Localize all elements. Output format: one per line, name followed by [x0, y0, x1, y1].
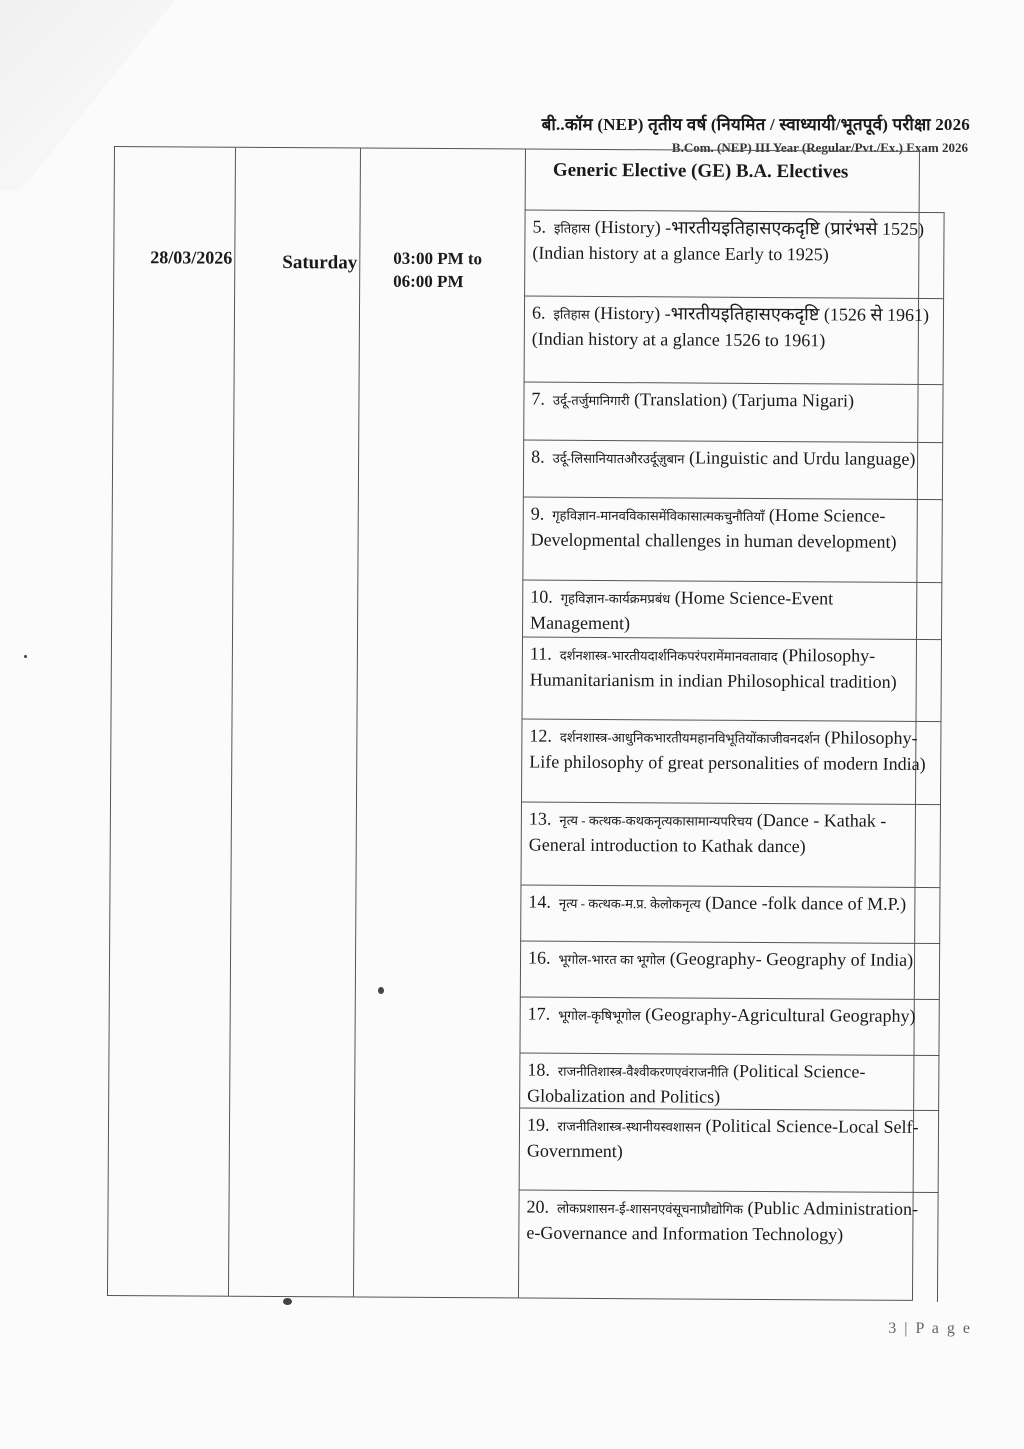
subject-number: 19.: [526, 1114, 550, 1135]
subject-row: [524, 210, 945, 299]
subject-number: 9.: [530, 503, 545, 524]
subject-hindi: भूगोल-कृषिभूगोल: [558, 1007, 641, 1024]
subject-hindi: दर्शनशास्त्र-भारतीयदार्शनिकपरंपरामेंमानवतावाद: [559, 647, 778, 665]
section-title: Generic Elective (GE) B.A. Electives: [552, 159, 849, 183]
subject-number: 13.: [528, 808, 552, 829]
subject-text: (Public Administration-e-Governance and Information Technology): [526, 1197, 919, 1245]
subject-row: [524, 296, 945, 385]
subject-row: [522, 497, 942, 583]
subject-hindi: इतिहास: [553, 220, 591, 236]
subject-number: 16.: [527, 947, 551, 968]
subject-text: (Home Science-Developmental challenges in human development): [530, 505, 897, 552]
column-divider: [228, 148, 236, 1296]
subject-hindi: उर्दू-लिसानियातऔरउर्दूज़ुबान: [552, 450, 685, 467]
subject-row: [523, 382, 943, 443]
subject-row: [519, 1052, 939, 1110]
subject-text: (History) -भारतीयइतिहासएकदृष्टि (1526 से 1961) (Indian history at a glance 1526 to 1961): [531, 302, 930, 351]
subject-row: [520, 884, 940, 943]
subject-row: [520, 801, 940, 887]
subject-hindi: उर्दू-तर्जुमानिगारी: [552, 392, 630, 409]
column-divider: [353, 149, 361, 1297]
subject-number: 20.: [526, 1196, 550, 1217]
subject-hindi: नृत्य - कत्थक-कथकनृत्यकासामान्यपरिचय: [559, 812, 753, 829]
subject-text: (Political Science-Local Self-Government): [526, 1115, 919, 1162]
subject-text: (Philosophy- Humanitarianism in indian Philosophical tradition): [529, 645, 897, 692]
subject-column: [518, 150, 945, 1301]
header-english: B.Com. (NEP) III Year (Regular/Pvt./Ex.) Exam 2026: [671, 140, 968, 155]
subject-number: 5.: [532, 216, 547, 237]
subject-number: 14.: [528, 891, 551, 912]
exam-time-end: 06:00 PM: [393, 271, 464, 292]
scan-speck: [24, 655, 27, 658]
subject-number: 7.: [531, 388, 546, 409]
header-hindi: बी..कॉम (NEP) तृतीय वर्ष (नियमित / स्वाध्यायी/भूतपूर्व) परीक्षा 2026: [541, 115, 970, 134]
subject-number: 17.: [527, 1003, 551, 1024]
subject-row: [522, 580, 942, 640]
exam-schedule-table: [107, 146, 930, 1301]
subject-text: (History) -भारतीयइतिहासएकदृष्टि (प्रारंभसे 1525) (Indian history at a glance Early to 1925): [532, 216, 925, 265]
subject-row: [520, 940, 940, 999]
subject-row: [519, 1107, 939, 1192]
subject-text: (Dance -folk dance of M.P.): [705, 892, 907, 914]
subject-hindi: इतिहास: [553, 306, 590, 322]
subject-hindi: लोकप्रशासन-ई-शासनएवंसूचनाप्रौद्योगिक: [556, 1200, 744, 1217]
scan-speck: [283, 1298, 292, 1305]
subject-row: [522, 637, 942, 722]
subject-hindi: दर्शनशास्त्र-आधुनिकभारतीयमहानविभूतियोंकाजीवनदर्शन: [559, 729, 821, 747]
exam-time-start: 03:00 PM to: [393, 248, 483, 269]
subject-number: 12.: [529, 725, 552, 746]
subject-text: (Philosophy-Life philosophy of great personalities of modern India): [529, 727, 926, 774]
scan-speck: [378, 987, 384, 994]
subject-hindi: भूगोल-भारत का भूगोल: [558, 951, 666, 968]
exam-day: Saturday: [282, 252, 358, 274]
subject-number: 6.: [531, 302, 546, 323]
subject-number: 11.: [529, 643, 552, 664]
subject-text: (Geography- Geography of India): [669, 948, 914, 970]
subject-hindi: नृत्य - कत्थक-म.प्र. केलोकनृत्य: [558, 895, 701, 912]
exam-date: 28/03/2026: [150, 247, 233, 268]
subject-hindi: राजनीतिशास्त्र-वैश्वीकरणएवंराजनीति: [557, 1063, 729, 1080]
subject-hindi: गृहविज्ञान-मानवविकासमेंविकासात्मकचुनौतियाँ: [552, 507, 765, 524]
subject-row: [519, 996, 939, 1055]
subject-number: 18.: [527, 1059, 550, 1080]
subject-text: (Dance - Kathak - General introduction to Kathak dance): [528, 809, 887, 857]
subject-hindi: गृहविज्ञान-कार्यक्रमप्रबंध: [560, 590, 671, 607]
subject-number: 8.: [531, 446, 545, 467]
subject-row: [521, 719, 941, 805]
subject-hindi: राजनीतिशास्त्र-स्थानीयस्वशासन: [557, 1118, 702, 1135]
subject-number: 10.: [530, 586, 553, 607]
subject-text: (Home Science-Event Management): [530, 587, 834, 634]
subject-row: [523, 440, 943, 500]
subject-text: (Linguistic and Urdu language): [688, 447, 916, 469]
subject-text: (Translation) (Tarjuma Nigari): [633, 389, 855, 411]
exam-time: [393, 247, 482, 294]
page-number: 3 | P a g e: [888, 1320, 972, 1337]
subject-text: (Political Science-Globalization and Politics): [527, 1060, 866, 1107]
subject-row: [518, 1189, 939, 1302]
subject-text: (Geography-Agricultural Geography): [645, 1004, 916, 1026]
